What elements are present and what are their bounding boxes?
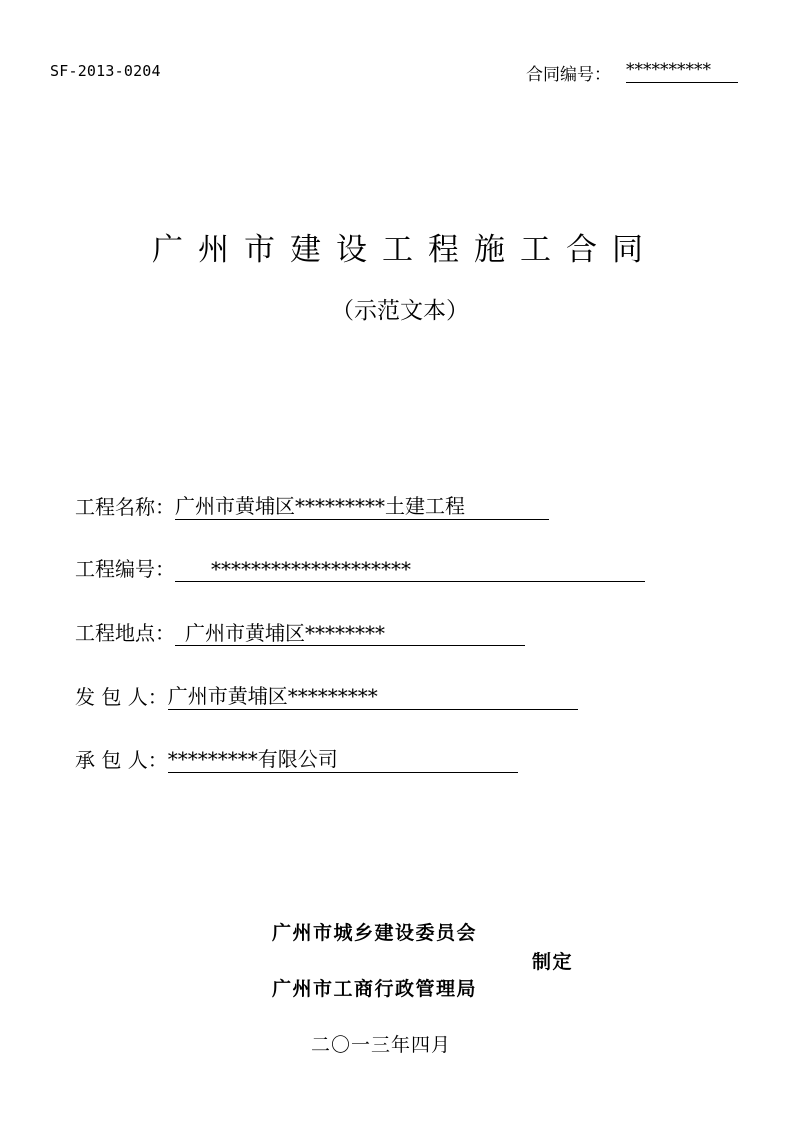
field-project-name-value: 广州市黄埔区*********土建工程: [175, 493, 549, 520]
field-project-location-value: 广州市黄埔区********: [175, 620, 525, 646]
field-project-location-label: 工程地点：: [75, 621, 175, 645]
document-subtitle: （示范文本）: [331, 298, 469, 324]
field-contractor-label: 承 包 人：: [75, 748, 168, 772]
field-project-number-label: 工程编号：: [75, 557, 175, 581]
document-title: 广州市建设工程施工合同: [152, 232, 658, 268]
field-project-name: [75, 490, 549, 520]
field-project-name-label: 工程名称：: [75, 495, 175, 519]
field-employer-value: 广州市黄埔区*********: [168, 683, 578, 710]
issuer-org-construction: 广州市城乡建设委员会: [272, 922, 478, 944]
field-project-location: [75, 616, 525, 646]
contract-number-value: **********: [626, 60, 738, 83]
field-employer-label: 发 包 人：: [75, 685, 168, 709]
field-project-number: [75, 552, 645, 582]
issue-date: 二〇一三年四月: [311, 1034, 452, 1056]
issuer-org-commerce: 广州市工商行政管理局: [272, 978, 478, 1000]
field-contractor: [75, 743, 518, 773]
issuer-action: 制定: [532, 951, 574, 973]
template-code: SF-2013-0204: [50, 62, 161, 80]
field-project-number-value: ********************: [175, 556, 645, 582]
field-contractor-value: *********有限公司: [168, 746, 518, 773]
contract-number-label: 合同编号：: [526, 65, 611, 85]
field-employer: [75, 680, 578, 710]
